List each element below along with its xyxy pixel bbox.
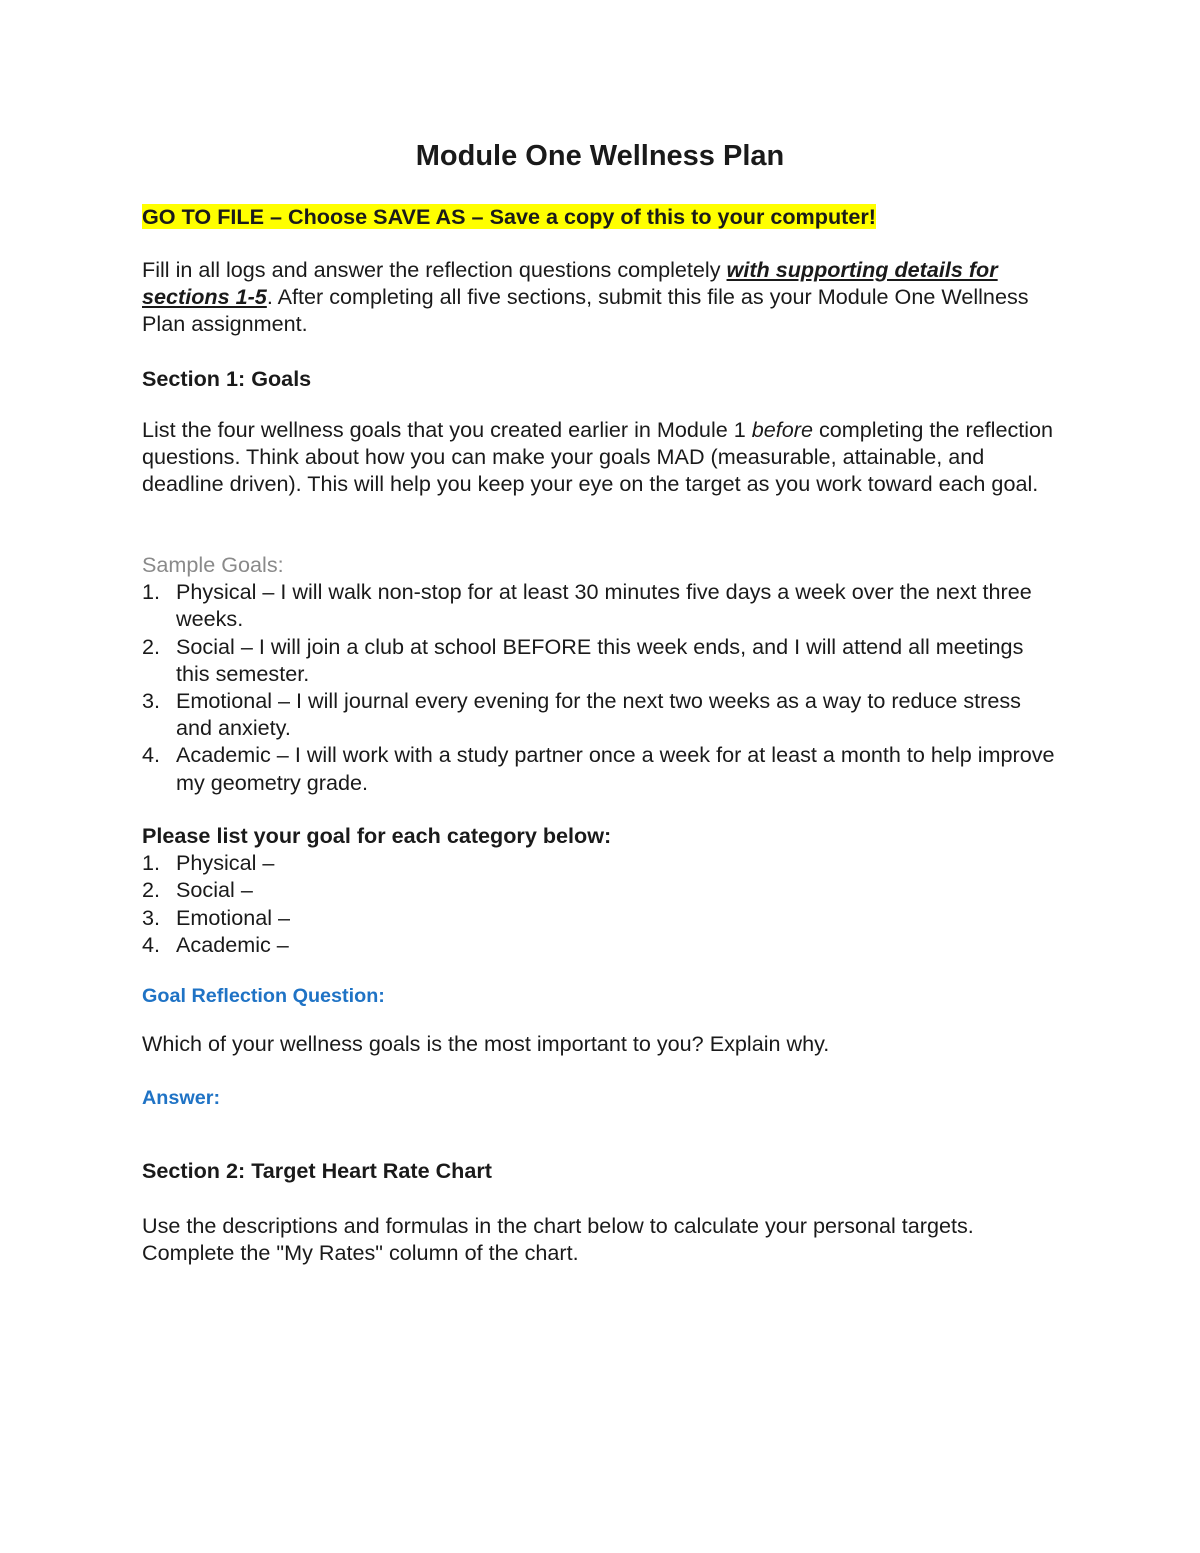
list-item: [142, 578, 1055, 632]
list-item: [142, 741, 1055, 795]
reflection-question: Which of your wellness goals is the most important to you? Explain why.: [142, 1031, 830, 1056]
intro-paragraph: [142, 256, 1055, 338]
instruction-banner-line: [142, 203, 1055, 230]
section1-paragraph: [142, 416, 1055, 498]
page-title: Module One Wellness Plan: [415, 140, 785, 172]
sample-goals-label: Sample Goals:: [142, 552, 284, 577]
list-number: 2.: [142, 877, 161, 903]
list-item: [142, 876, 1055, 903]
section1-text-continued: completing the reflection questions. Think about how you can make your goals MAD (measurable, attainable, and deadline driven). This will help you keep your eye on the target as you work toward each goal.: [142, 417, 1054, 497]
user-goals-list: [142, 849, 1055, 958]
list-number: 1.: [142, 850, 161, 876]
list-item: [142, 849, 1055, 876]
intro-text-continued: . After completing all five sections, submit this file as your Module One Wellness Plan assignment.: [142, 284, 1029, 337]
section1-italic: before: [751, 417, 813, 442]
answer-label: Answer:: [142, 1087, 221, 1109]
list-number: 3.: [142, 688, 161, 714]
list-number: 1.: [142, 579, 161, 605]
list-text: Emotional –: [176, 904, 291, 930]
list-number: 4.: [142, 742, 161, 768]
list-text: Academic – I will work with a study partner once a week for at least a month to help improve my geometry grade.: [176, 742, 1055, 795]
list-text: Social – I will join a club at school BEFORE this week ends, and I will attend all meetings this semester.: [176, 633, 1024, 686]
section2-paragraph: Use the descriptions and formulas in the chart below to calculate your personal targets. Complete the "My Rates" column of the chart.: [142, 1213, 974, 1266]
instruction-banner: GO TO FILE – Choose SAVE AS – Save a copy of this to your computer!: [142, 204, 876, 229]
list-text: Emotional – I will journal every evening for the next two weeks as a way to reduce stress and anxiety.: [176, 688, 1021, 741]
intro-text: Fill in all logs and answer the reflection questions completely: [142, 257, 727, 282]
list-number: 4.: [142, 931, 161, 957]
list-item: [142, 633, 1055, 687]
section1-heading: Section 1: Goals: [142, 366, 312, 391]
list-number: 3.: [142, 904, 161, 930]
list-item: [142, 687, 1055, 741]
list-item: [142, 904, 1055, 931]
reflection-label: Goal Reflection Question:: [142, 985, 385, 1007]
user-goals-heading: Please list your goal for each category below:: [142, 823, 612, 848]
user-goals-block: [142, 822, 1055, 958]
intro-emphasis: with supporting details for sections 1-5: [142, 257, 998, 310]
section1-text: List the four wellness goals that you created earlier in Module 1: [142, 417, 752, 442]
list-text: Physical – I will walk non-stop for at least 30 minutes five days a week over the next three weeks.: [176, 579, 1032, 632]
sample-goals-list: [142, 578, 1055, 796]
list-text: Social –: [176, 877, 253, 903]
section2-heading: Section 2: Target Heart Rate Chart: [142, 1158, 492, 1183]
sample-goals-block: [142, 551, 1055, 796]
list-number: 2.: [142, 633, 161, 659]
list-item: [142, 931, 1055, 958]
list-text: Academic –: [176, 931, 289, 957]
list-text: Physical –: [176, 850, 275, 876]
